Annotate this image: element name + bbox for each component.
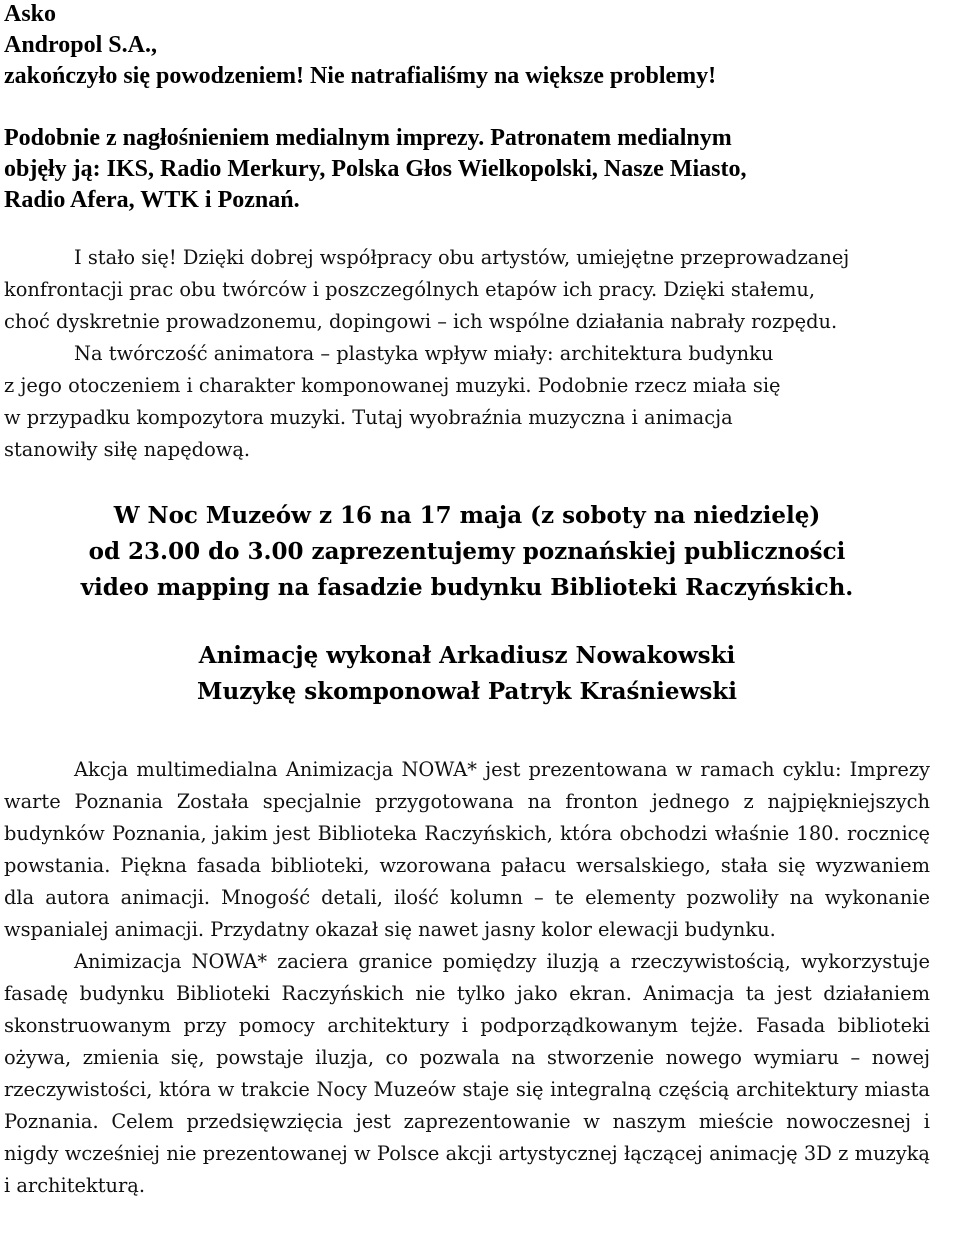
credit-animation: Animację wykonał Arkadiusz Nowakowski: [198, 642, 736, 669]
header-line-3: zakończyło się powodzeniem! Nie natrafialiśmy na większe problemy!: [4, 63, 717, 89]
collab-line-4: Na twórczość animatora – plastyka wpływ miały: architektura budynku: [74, 342, 774, 365]
collab-line-7: stanowiły siłę napędową.: [4, 438, 251, 461]
document-page: [4, 0, 930, 1202]
credit-music: Muzykę skomponował Patryk Kraśniewski: [197, 678, 737, 705]
collab-line-2: konfrontacji prac obu twórców i poszczególnych etapów ich pracy. Dzięki stałemu,: [4, 278, 816, 301]
action-paragraph: Akcja multimedialna Animizacja NOWA* jest prezentowana w ramach cyklu: Imprezy warte Poznania Została specjalnie przygotowana na fronton jednego z najpiękniejszych budynków Poznania, jakim jest Biblioteka Raczyńskich, która obchodzi właśnie 180. rocznicę powstania. Piękna fasada biblioteki, wzorowana pałacu wersalskiego, stała się wyzwaniem dla autora animacji. Mnogość detali, ilość kolumn – te elementy pozwoliły na wykonanie wspanialej animacji. Przydatny okazał się nawet jasny kolor elewacji budynku.: [4, 758, 930, 941]
header-line-1: Asko: [4, 1, 57, 27]
announcement-line-3: video mapping na fasadzie budynku Biblioteki Raczyńskich.: [80, 574, 854, 601]
media-paragraph: [4, 123, 930, 216]
media-line-3: Radio Afera, WTK i Poznań.: [4, 187, 300, 213]
event-announcement: [4, 498, 930, 606]
media-line-2: objęły ją: IKS, Radio Merkury, Polska Głos Wielkopolski, Nasze Miasto,: [4, 156, 747, 182]
collab-line-5: z jego otoczeniem i charakter komponowanej muzyki. Podobnie rzecz miała się: [4, 374, 781, 397]
collab-line-3: choć dyskretnie prowadzonemu, dopingowi – ich wspólne działania nabrały rozpędu.: [4, 310, 838, 333]
header-line-2: Andropol S.A.,: [4, 32, 157, 58]
media-line-1: Podobnie z nagłośnieniem medialnym imprezy. Patronatem medialnym: [4, 125, 732, 151]
animization-paragraph: Animizacja NOWA* zaciera granice pomiędzy iluzją a rzeczywistością, wykorzystuje fasadę budynku Biblioteki Raczyńskich nie tylko jako ekran. Animacja ta jest działaniem skonstruowanym przy pomocy architektury i podporządkowanym tejże. Fasada biblioteki ożywa, zmienia się, powstaje iluzja, co pozwala na stworzenie nowego wymiaru – nowej rzeczywistości, która w trakcie Nocy Muzeów staje się integralną częścią architektury miasta Poznania. Celem przedsięwzięcia jest zaprezentowanie w naszym mieście nowoczesnej i nigdy wcześniej nie prezentowanej w Polsce akcji artystycznej łączącej animację 3D z muzyką i architekturą.: [4, 950, 930, 1197]
header-block: [4, 0, 930, 92]
announcement-line-2: od 23.00 do 3.00 zaprezentujemy poznańskiej publiczności: [88, 538, 846, 565]
announcement-line-1: W Noc Muzeów z 16 na 17 maja (z soboty na niedzielę): [113, 502, 821, 529]
collab-line-6: w przypadku kompozytora muzyki. Tutaj wyobraźnia muzyczna i animacja: [4, 406, 733, 429]
collab-line-1: I stało się! Dzięki dobrej współpracy obu artystów, umiejętne przeprowadzanej: [74, 246, 850, 269]
collaboration-paragraph: [4, 242, 930, 466]
credits-block: [4, 638, 930, 710]
